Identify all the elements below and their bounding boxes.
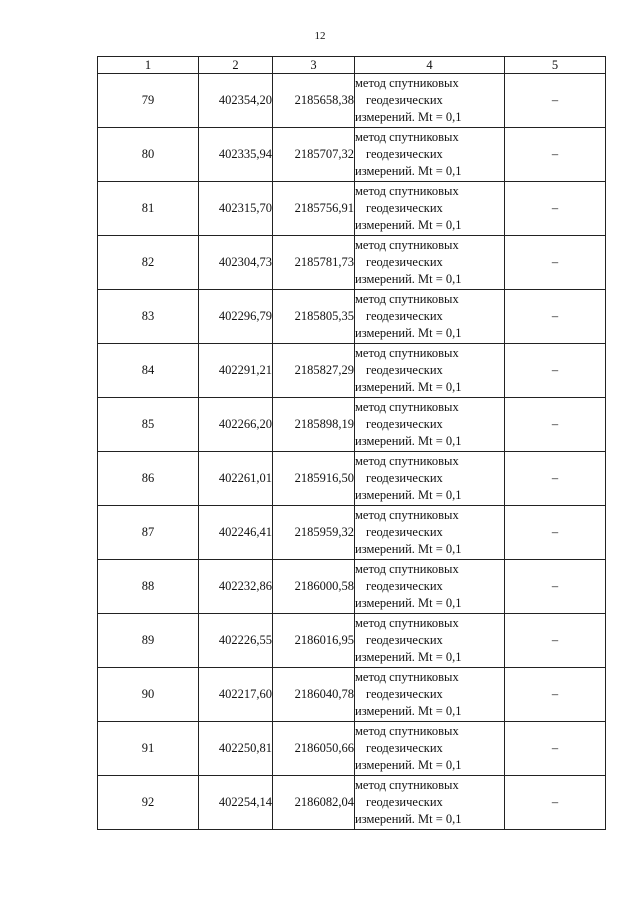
- y-coordinate-cell: 2186016,95: [273, 614, 355, 668]
- method-line: геодезических: [366, 363, 443, 377]
- table-row: [98, 560, 606, 614]
- method-line: метод спутниковых: [355, 454, 459, 468]
- y-coordinate-cell: 2185916,50: [273, 452, 355, 506]
- method-line: измерений. Mt = 0,1: [355, 110, 462, 124]
- table-row: [98, 776, 606, 830]
- method-cell: [355, 344, 505, 398]
- method-cell: [355, 614, 505, 668]
- point-number-cell: 80: [98, 128, 199, 182]
- point-number-cell: 91: [98, 722, 199, 776]
- method-line: измерений. Mt = 0,1: [355, 488, 462, 502]
- method-line: метод спутниковых: [355, 238, 459, 252]
- method-line: геодезических: [366, 633, 443, 647]
- x-coordinate-cell: 402304,73: [199, 236, 273, 290]
- table-row: [98, 236, 606, 290]
- x-coordinate-cell: 402254,14: [199, 776, 273, 830]
- table-row: [98, 344, 606, 398]
- method-line: геодезических: [366, 471, 443, 485]
- method-line: метод спутниковых: [355, 130, 459, 144]
- method-line: метод спутниковых: [355, 184, 459, 198]
- method-cell: [355, 776, 505, 830]
- method-line: метод спутниковых: [355, 400, 459, 414]
- y-coordinate-cell: 2186040,78: [273, 668, 355, 722]
- method-line: метод спутниковых: [355, 292, 459, 306]
- y-coordinate-cell: 2185658,38: [273, 74, 355, 128]
- method-line: метод спутниковых: [355, 508, 459, 522]
- table-row: [98, 614, 606, 668]
- table-row: [98, 290, 606, 344]
- method-line: геодезических: [366, 93, 443, 107]
- method-line: измерений. Mt = 0,1: [355, 380, 462, 394]
- method-line: измерений. Mt = 0,1: [355, 812, 462, 826]
- method-line: измерений. Mt = 0,1: [355, 434, 462, 448]
- point-number-cell: 82: [98, 236, 199, 290]
- method-cell: [355, 722, 505, 776]
- point-number-cell: 87: [98, 506, 199, 560]
- note-cell: –: [505, 722, 606, 776]
- point-number-cell: 84: [98, 344, 199, 398]
- y-coordinate-cell: 2185959,32: [273, 506, 355, 560]
- table-body: [98, 74, 606, 830]
- note-cell: –: [505, 128, 606, 182]
- x-coordinate-cell: 402217,60: [199, 668, 273, 722]
- method-cell: [355, 128, 505, 182]
- x-coordinate-cell: 402261,01: [199, 452, 273, 506]
- method-line: геодезических: [366, 525, 443, 539]
- y-coordinate-cell: 2185707,32: [273, 128, 355, 182]
- table-row: [98, 74, 606, 128]
- page-number: 12: [314, 30, 326, 42]
- x-coordinate-cell: 402226,55: [199, 614, 273, 668]
- y-coordinate-cell: 2185756,91: [273, 182, 355, 236]
- point-number-cell: 88: [98, 560, 199, 614]
- method-line: измерений. Mt = 0,1: [355, 704, 462, 718]
- table-row: [98, 668, 606, 722]
- y-coordinate-cell: 2186082,04: [273, 776, 355, 830]
- method-line: измерений. Mt = 0,1: [355, 326, 462, 340]
- coordinates-table: [97, 56, 606, 830]
- point-number-cell: 83: [98, 290, 199, 344]
- note-cell: –: [505, 614, 606, 668]
- y-coordinate-cell: 2185805,35: [273, 290, 355, 344]
- table-row: [98, 722, 606, 776]
- method-line: измерений. Mt = 0,1: [355, 596, 462, 610]
- note-cell: –: [505, 452, 606, 506]
- method-line: геодезических: [366, 417, 443, 431]
- table-row: [98, 506, 606, 560]
- method-line: метод спутниковых: [355, 562, 459, 576]
- method-cell: [355, 290, 505, 344]
- point-number-cell: 81: [98, 182, 199, 236]
- method-line: геодезических: [366, 309, 443, 323]
- x-coordinate-cell: 402296,79: [199, 290, 273, 344]
- header-col-4: 4: [355, 57, 505, 74]
- x-coordinate-cell: 402354,20: [199, 74, 273, 128]
- point-number-cell: 90: [98, 668, 199, 722]
- method-line: геодезических: [366, 255, 443, 269]
- method-line: измерений. Mt = 0,1: [355, 650, 462, 664]
- y-coordinate-cell: 2185827,29: [273, 344, 355, 398]
- note-cell: –: [505, 182, 606, 236]
- header-col-5: 5: [505, 57, 606, 74]
- note-cell: –: [505, 560, 606, 614]
- method-line: метод спутниковых: [355, 346, 459, 360]
- method-line: метод спутниковых: [355, 76, 459, 90]
- method-line: метод спутниковых: [355, 616, 459, 630]
- method-cell: [355, 74, 505, 128]
- method-cell: [355, 668, 505, 722]
- x-coordinate-cell: 402291,21: [199, 344, 273, 398]
- method-line: измерений. Mt = 0,1: [355, 164, 462, 178]
- method-line: метод спутниковых: [355, 778, 459, 792]
- method-line: метод спутниковых: [355, 670, 459, 684]
- x-coordinate-cell: 402232,86: [199, 560, 273, 614]
- point-number-cell: 79: [98, 74, 199, 128]
- method-cell: [355, 398, 505, 452]
- method-line: геодезических: [366, 147, 443, 161]
- point-number-cell: 92: [98, 776, 199, 830]
- method-line: метод спутниковых: [355, 724, 459, 738]
- header-col-3: 3: [273, 57, 355, 74]
- y-coordinate-cell: 2185781,73: [273, 236, 355, 290]
- table-row: [98, 452, 606, 506]
- table-row: [98, 182, 606, 236]
- method-line: измерений. Mt = 0,1: [355, 272, 462, 286]
- note-cell: –: [505, 74, 606, 128]
- method-line: геодезических: [366, 795, 443, 809]
- note-cell: –: [505, 776, 606, 830]
- method-cell: [355, 506, 505, 560]
- x-coordinate-cell: 402246,41: [199, 506, 273, 560]
- y-coordinate-cell: 2185898,19: [273, 398, 355, 452]
- method-line: геодезических: [366, 687, 443, 701]
- method-line: геодезических: [366, 201, 443, 215]
- method-cell: [355, 452, 505, 506]
- note-cell: –: [505, 398, 606, 452]
- y-coordinate-cell: 2186050,66: [273, 722, 355, 776]
- note-cell: –: [505, 668, 606, 722]
- method-line: измерений. Mt = 0,1: [355, 542, 462, 556]
- table-row: [98, 128, 606, 182]
- method-cell: [355, 560, 505, 614]
- point-number-cell: 86: [98, 452, 199, 506]
- table-row: [98, 398, 606, 452]
- method-cell: [355, 182, 505, 236]
- table-header-row: [98, 57, 606, 74]
- note-cell: –: [505, 236, 606, 290]
- method-line: геодезических: [366, 741, 443, 755]
- x-coordinate-cell: 402250,81: [199, 722, 273, 776]
- header-col-2: 2: [199, 57, 273, 74]
- point-number-cell: 85: [98, 398, 199, 452]
- method-line: измерений. Mt = 0,1: [355, 218, 462, 232]
- method-cell: [355, 236, 505, 290]
- point-number-cell: 89: [98, 614, 199, 668]
- x-coordinate-cell: 402315,70: [199, 182, 273, 236]
- note-cell: –: [505, 290, 606, 344]
- note-cell: –: [505, 344, 606, 398]
- method-line: измерений. Mt = 0,1: [355, 758, 462, 772]
- x-coordinate-cell: 402335,94: [199, 128, 273, 182]
- y-coordinate-cell: 2186000,58: [273, 560, 355, 614]
- x-coordinate-cell: 402266,20: [199, 398, 273, 452]
- method-line: геодезических: [366, 579, 443, 593]
- header-col-1: 1: [98, 57, 199, 74]
- note-cell: –: [505, 506, 606, 560]
